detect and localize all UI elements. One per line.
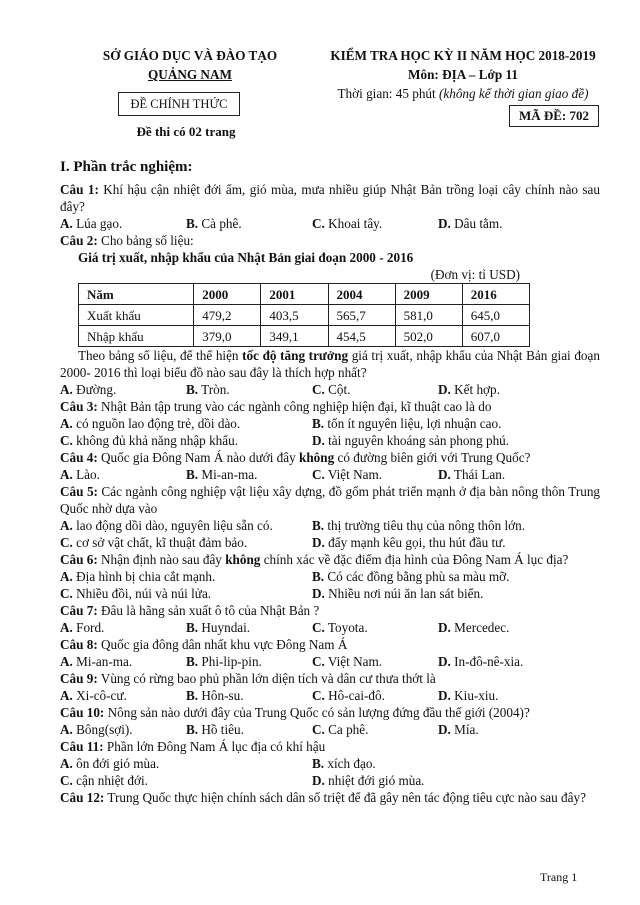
question-8: Câu 8: Quốc gia đông dân nhất khu vực Đông Nam Á <box>60 637 348 652</box>
question-2 <box>60 232 600 249</box>
option-b: B. Cà phê. <box>186 216 242 231</box>
header-cell: 2004 <box>328 284 395 305</box>
option-d: D. nhiệt đới gió mùa. <box>312 773 425 788</box>
question-9: Câu 9: Vùng có rừng bao phủ phần lớn diện tích và dân cư thưa thớt là <box>60 671 436 686</box>
table-cell: 379,0 <box>194 326 261 347</box>
time-note: (không kể thời gian giao đề) <box>438 86 589 101</box>
option-b: B. thị trường tiêu thụ của nông thôn lớn. <box>312 518 526 533</box>
option-a: A. Lào. <box>60 467 100 482</box>
section-title: I. Phần trắc nghiệm: <box>60 159 193 175</box>
option-a: A. Đường. <box>60 382 117 397</box>
options-q1 <box>60 215 600 232</box>
question-5: Câu 5: Các ngành công nghiệp vật liệu xây dựng, đồ gốm phát triển mạnh ở địa bàn nông thôn Trung Quốc nhờ dựa vào <box>60 484 601 516</box>
table-cell: 502,0 <box>395 326 462 347</box>
option-d: D. Dâu tằm. <box>438 216 503 231</box>
option-d: D. Mía. <box>438 722 479 737</box>
option-b: B. Hồ tiêu. <box>186 722 244 737</box>
header-left <box>60 46 320 84</box>
option-b: B. Tròn. <box>186 382 230 397</box>
header-cell: 2000 <box>194 284 261 305</box>
question-number: Câu 2: <box>60 233 98 248</box>
table-cell: 479,2 <box>194 305 261 326</box>
option-d: D. Mercedec. <box>438 620 510 635</box>
question-4: Câu 4: Quốc gia Đông Nam Á nào dưới đây không có đường biên giới với Trung Quốc? <box>60 450 531 465</box>
page-number: Trang 1 <box>540 870 578 884</box>
option-d: D. đẩy mạnh kêu gọi, thu hút đầu tư. <box>312 535 506 550</box>
options-q11 <box>60 755 600 789</box>
options-q8 <box>60 653 600 670</box>
option-a: A. Xi-cô-cư. <box>60 688 127 703</box>
option-b: B. tốn ít nguyên liệu, lợi nhuận cao. <box>312 416 502 431</box>
table-cell: 645,0 <box>462 305 529 326</box>
option-b: B. Phi-lip-pin. <box>186 654 262 669</box>
options-q9 <box>60 687 600 704</box>
option-b: B. Mi-an-ma. <box>186 467 258 482</box>
exam-code: MÃ ĐỀ: 702 <box>509 105 599 127</box>
pages-note: Đề thi có 02 trang <box>136 124 236 139</box>
options-q5 <box>60 517 600 551</box>
table-cell: 565,7 <box>328 305 395 326</box>
option-c: C. Toyota. <box>312 620 368 635</box>
option-d: D. Thái Lan. <box>438 467 506 482</box>
header-cell: Năm <box>79 284 194 305</box>
option-c: C. Nhiều đồi, núi và núi lửa. <box>60 586 212 601</box>
exam-title: KIỂM TRA HỌC KỲ II NĂM HỌC 2018-2019 <box>330 48 596 63</box>
option-b: B. Hôn-su. <box>186 688 244 703</box>
option-b: B. Huyndai. <box>186 620 251 635</box>
option-a: A. Ford. <box>60 620 105 635</box>
question-text: Cho bảng số liệu: <box>97 233 194 248</box>
question-7: Câu 7: Đâu là hãng sản xuất ô tô của Nhật Bản ? <box>60 603 320 618</box>
option-a: A. ôn đới gió mùa. <box>60 756 160 771</box>
option-b: B. xích đạo. <box>312 756 376 771</box>
table-cell: 581,0 <box>395 305 462 326</box>
option-a: A. Lúa gạo. <box>60 216 123 231</box>
time-main: Thời gian: 45 phút <box>337 86 439 101</box>
option-d: D. Kiu-xiu. <box>438 688 499 703</box>
option-a: A. Mi-an-ma. <box>60 654 133 669</box>
question-10: Câu 10: Nông sản nào dưới đây của Trung Quốc có sản lượng đứng đầu thế giới (2004)? <box>60 705 530 720</box>
table-title: Giá trị xuất, nhập khẩu của Nhật Bản giai đoạn 2000 - 2016 <box>78 250 414 265</box>
option-c: C. cận nhiệt đới. <box>60 773 148 788</box>
question-text: Khí hậu cận nhiệt đới ẩm, gió mùa, mưa nhiều giúp Nhật Bản trồng loại cây chính nào sau đây? <box>60 182 601 214</box>
option-c: C. cơ sở vật chất, kĩ thuật đảm bảo. <box>60 535 248 550</box>
option-d: D. In-đô-nê-xia. <box>438 654 524 669</box>
table-cell: Nhập khẩu <box>79 326 194 347</box>
question-1 <box>60 181 600 215</box>
header-right <box>318 46 608 103</box>
header-cell: 2001 <box>261 284 328 305</box>
option-c: C. Cột. <box>312 382 351 397</box>
questions <box>60 181 600 806</box>
option-a: A. Địa hình bị chia cắt mạnh. <box>60 569 216 584</box>
options-q3 <box>60 415 600 449</box>
options-q4 <box>60 466 600 483</box>
options-q10 <box>60 721 600 738</box>
table-cell: 349,1 <box>261 326 328 347</box>
option-d: D. tài nguyên khoáng sản phong phú. <box>312 433 510 448</box>
option-d: D. Kết hợp. <box>438 382 500 397</box>
table-header-row <box>79 284 530 305</box>
question-11: Câu 11: Phần lớn Đông Nam Á lục địa có khí hậu <box>60 739 326 754</box>
option-c: C. Ca phê. <box>312 722 369 737</box>
header-cell: 2016 <box>462 284 529 305</box>
time-line <box>318 84 608 103</box>
data-table <box>78 283 530 347</box>
option-c: C. Hô-cai-đô. <box>312 688 385 703</box>
table-cell: 454,5 <box>328 326 395 347</box>
option-a: A. có nguồn lao động trẻ, dồi dào. <box>60 416 241 431</box>
question-3: Câu 3: Nhật Bản tập trung vào các ngành công nghiệp hiện đại, kĩ thuật cao là do <box>60 399 492 414</box>
table-row <box>79 326 530 347</box>
option-d: D. Nhiều nơi núi ăn lan sát biển. <box>312 586 484 601</box>
table-unit: (Đơn vị: tỉ USD) <box>430 267 520 282</box>
option-c: C. Khoai tây. <box>312 216 383 231</box>
province-name: QUẢNG NAM <box>148 67 232 82</box>
option-a: A. lao động dồi dào, nguyên liệu sẵn có. <box>60 518 273 533</box>
table-row <box>79 305 530 326</box>
table-cell: 607,0 <box>462 326 529 347</box>
option-b: B. Có các đồng bằng phù sa màu mỡ. <box>312 569 510 584</box>
question-2-prompt: Theo bảng số liệu, để thể hiện tốc độ tăng trưởng giá trị xuất, nhập khẩu của Nhật Bản giai đoạn 2000- 2016 thì loại biểu đồ nào sau đây là thích hợp nhất? <box>60 348 600 380</box>
table-cell: 403,5 <box>261 305 328 326</box>
table-cell: Xuất khẩu <box>79 305 194 326</box>
subject-line: Môn: ĐỊA – Lớp 11 <box>408 67 518 82</box>
question-6: Câu 6: Nhận định nào sau đây không chính xác về đặc điểm địa hình của Đông Nam Á lục địa? <box>60 552 569 567</box>
question-12: Câu 12: Trung Quốc thực hiện chính sách dân số triệt để đã gây nên tác động tiêu cực nào sau đây? <box>60 790 586 805</box>
options-q6 <box>60 568 600 602</box>
header-cell: 2009 <box>395 284 462 305</box>
department-name: SỞ GIÁO DỤC VÀ ĐÀO TẠO <box>102 48 278 63</box>
options-q2 <box>60 381 600 398</box>
options-q7 <box>60 619 600 636</box>
official-label: ĐỀ CHÍNH THỨC <box>118 92 240 116</box>
question-number: Câu 1: <box>60 182 99 197</box>
option-c: C. Việt Nam. <box>312 467 383 482</box>
option-c: C. Việt Nam. <box>312 654 383 669</box>
option-a: A. Bông(sợi). <box>60 722 133 737</box>
option-c: C. không đủ khả năng nhập khẩu. <box>60 433 239 448</box>
